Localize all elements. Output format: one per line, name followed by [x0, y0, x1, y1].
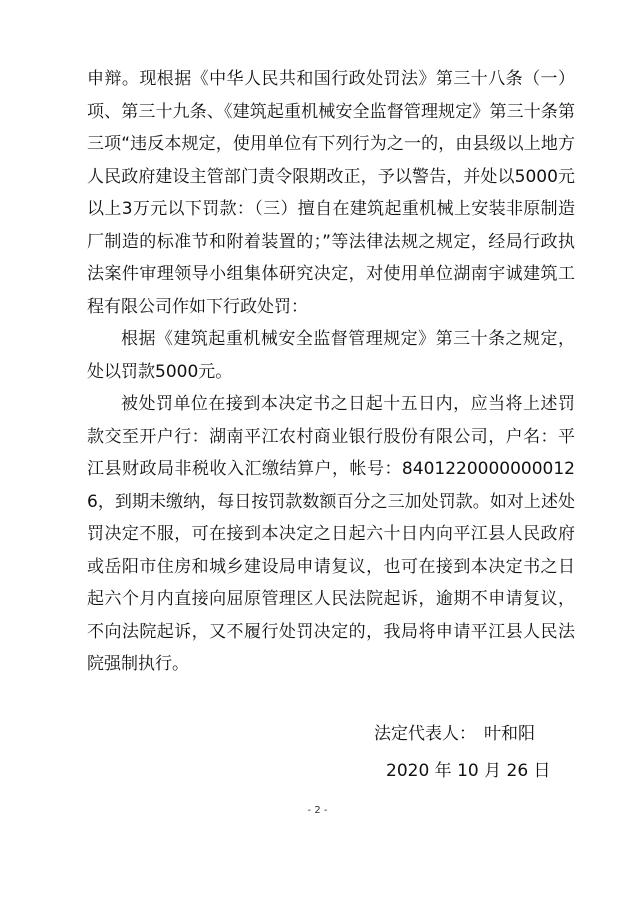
- document-date: 2020 年 10 月 26 日: [386, 761, 551, 781]
- document-body: [87, 63, 575, 681]
- representative-name: 叶和阳: [484, 724, 535, 744]
- paragraph-legal-basis: 申辩。现根据《中华人民共和国行政处罚法》第三十八条（一）项、第三十九条、《建筑起重机械安全监督管理规定》第三十条第三项“违反本规定，使用单位有下列行为之一的，由县级以上地方人民政府建设主管部门责令限期改正，予以警告，并处以5000元以上3万元以下罚款：（三）擅自在建筑起重机械上安装非原制造厂制造的标准节和附着装置的；”等法律法规之规定，经局行政执法案件审理领导小组集体研究决定，对使用单位湖南宇诚建筑工程有限公司作如下行政处罚：: [87, 69, 575, 317]
- legal-representative-line: [374, 722, 535, 746]
- representative-label: 法定代表人：: [374, 724, 476, 744]
- paragraph-penalty: 根据《建筑起重机械安全监督管理规定》第三十条之规定，处以罚款5000元。: [87, 329, 575, 382]
- paragraph-payment-and-appeal: 被处罚单位在接到本决定书之日起十五日内，应当将上述罚款交至开户行：湖南平江农村商业银行股份有限公司，户名：平江县财政局非税收入汇缴结算户，帐号：84012200000000126，到期未缴纳，每日按罚款数额百分之三加处罚款。如对上述处罚决定不服，可在接到本决定之日起六十日内向平江县人民政府或岳阳市住房和城乡建设局申请复议，也可在接到本决定书之日起六个月内直接向屈原管理区人民法院起诉，逾期不申请复议，不向法院起诉，又不履行处罚决定的，我局将申请平江县人民法院强制执行。: [87, 394, 575, 674]
- page-number: - 2 -: [307, 805, 328, 816]
